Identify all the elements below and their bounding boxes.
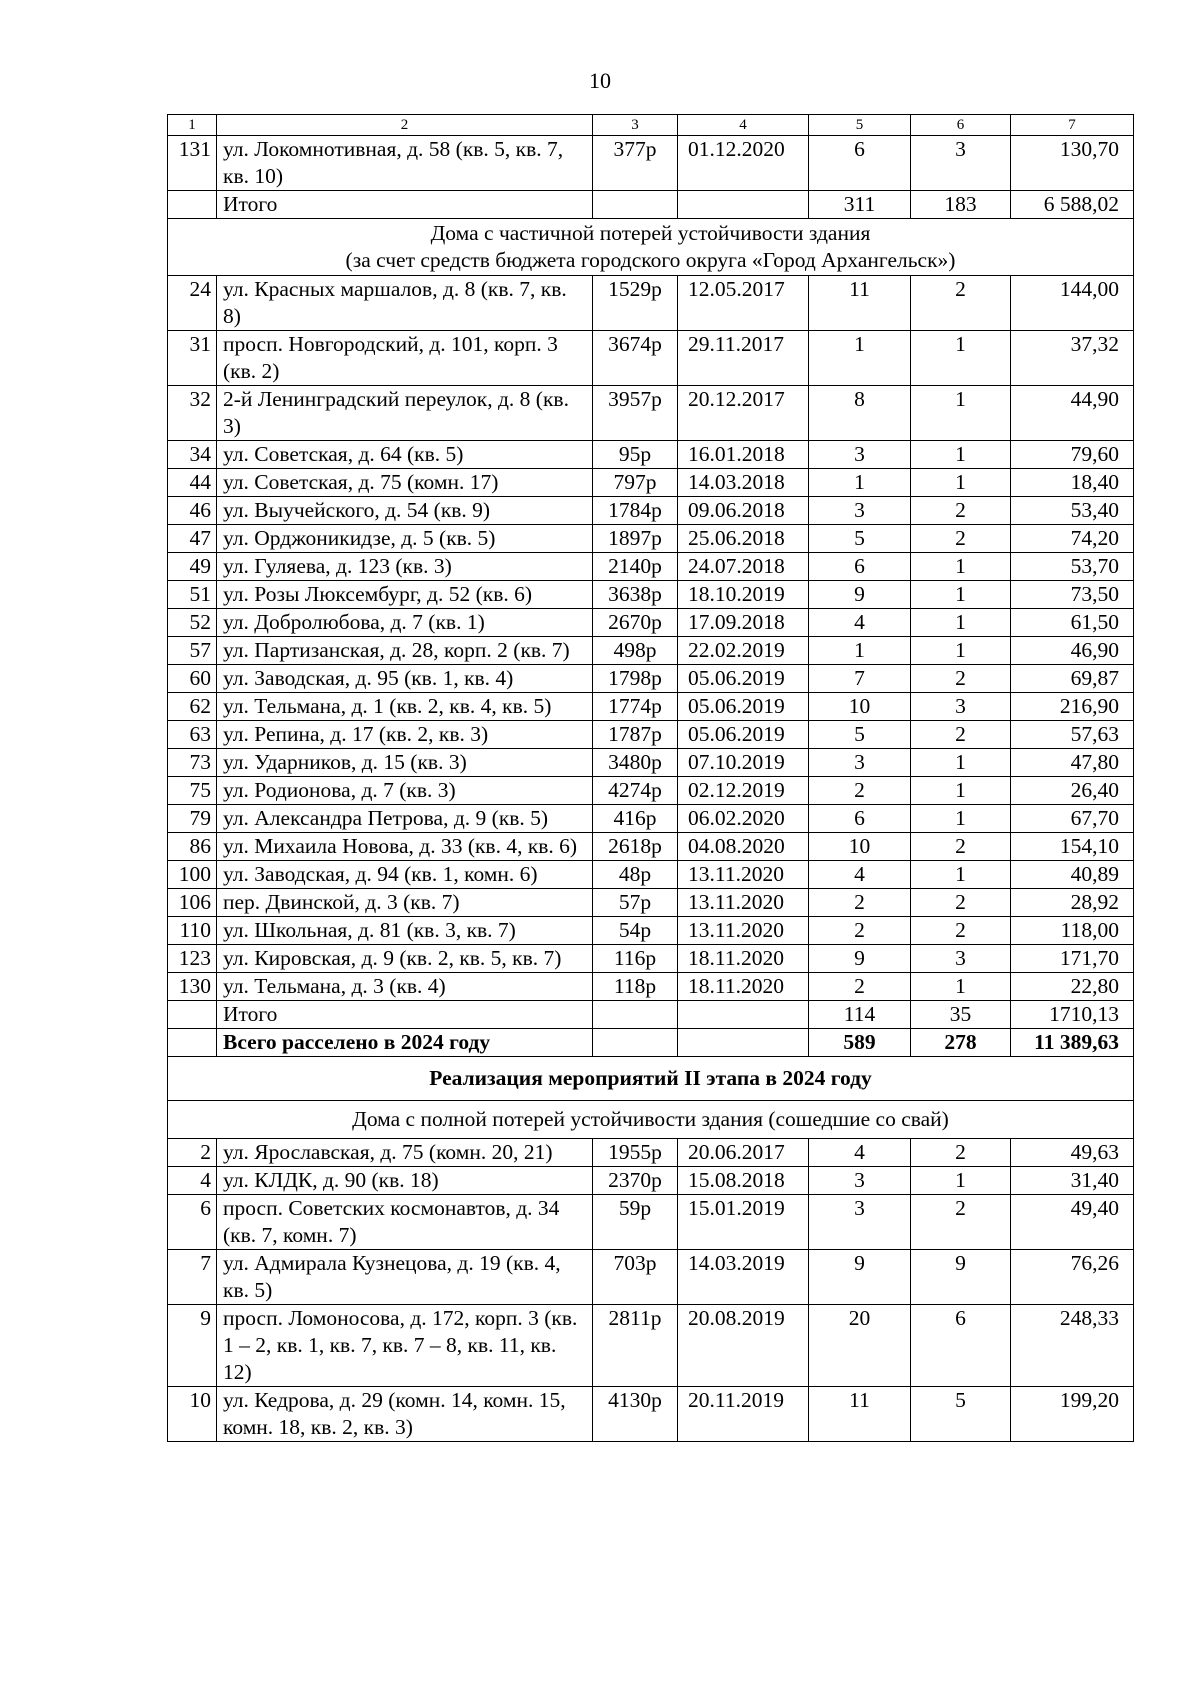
column-5-value: 6 xyxy=(809,553,911,581)
document-number: 116р xyxy=(593,945,678,973)
column-7-value: 26,40 xyxy=(1011,777,1134,805)
column-5-value: 11 xyxy=(809,1387,911,1442)
column-6-value: 2 xyxy=(911,497,1011,525)
address: ул. Орджоникидзе, д. 5 (кв. 5) xyxy=(217,525,593,553)
total-row xyxy=(168,191,1134,219)
column-6-value: 5 xyxy=(911,1387,1011,1442)
row-number: 4 xyxy=(168,1167,217,1195)
column-7-value: 171,70 xyxy=(1011,945,1134,973)
column-5-value: 4 xyxy=(809,609,911,637)
row-number: 46 xyxy=(168,497,217,525)
resettlement-table xyxy=(167,114,1134,1442)
address: ул. Репина, д. 17 (кв. 2, кв. 3) xyxy=(217,721,593,749)
address: просп. Ломоносова, д. 172, корп. 3 (кв. 1 – 2, кв. 1, кв. 7, кв. 7 – 8, кв. 11, кв. 12) xyxy=(217,1305,593,1387)
column-number: 6 xyxy=(911,115,1011,136)
total-label: Итого xyxy=(217,191,593,219)
document-date: 29.11.2017 xyxy=(678,331,809,386)
grand-total-row xyxy=(168,1029,1134,1057)
column-7-value: 18,40 xyxy=(1011,469,1134,497)
column-5-value: 3 xyxy=(809,1195,911,1250)
table-row xyxy=(168,1139,1134,1167)
document-number: 59р xyxy=(593,1195,678,1250)
document-number: 2670р xyxy=(593,609,678,637)
column-7-value: 53,70 xyxy=(1011,553,1134,581)
row-number: 47 xyxy=(168,525,217,553)
column-5-value: 5 xyxy=(809,525,911,553)
row-number: 57 xyxy=(168,637,217,665)
row-number: 9 xyxy=(168,1305,217,1387)
column-5-value: 3 xyxy=(809,1167,911,1195)
total-column-6: 183 xyxy=(911,191,1011,219)
column-6-value: 6 xyxy=(911,1305,1011,1387)
document-number: 48р xyxy=(593,861,678,889)
column-6-value: 1 xyxy=(911,805,1011,833)
column-5-value: 2 xyxy=(809,777,911,805)
column-7-value: 67,70 xyxy=(1011,805,1134,833)
table-row xyxy=(168,861,1134,889)
row-number: 10 xyxy=(168,1387,217,1442)
document-number: 2370р xyxy=(593,1167,678,1195)
document-date: 18.10.2019 xyxy=(678,581,809,609)
column-5-value: 10 xyxy=(809,693,911,721)
document-date: 05.06.2019 xyxy=(678,693,809,721)
total-column-5: 114 xyxy=(809,1001,911,1029)
document-number: 1787р xyxy=(593,721,678,749)
section-heading-full xyxy=(168,1101,1134,1139)
column-7-value: 154,10 xyxy=(1011,833,1134,861)
column-5-value: 2 xyxy=(809,917,911,945)
document-date: 14.03.2019 xyxy=(678,1250,809,1305)
column-6-value: 3 xyxy=(911,945,1011,973)
column-5-value: 3 xyxy=(809,497,911,525)
row-number: 24 xyxy=(168,276,217,331)
address: ул. Тельмана, д. 1 (кв. 2, кв. 4, кв. 5) xyxy=(217,693,593,721)
column-7-value: 216,90 xyxy=(1011,693,1134,721)
document-date: 06.02.2020 xyxy=(678,805,809,833)
column-6-value: 1 xyxy=(911,637,1011,665)
document-number: 1529р xyxy=(593,276,678,331)
column-6-value: 2 xyxy=(911,525,1011,553)
column-7-value: 53,40 xyxy=(1011,497,1134,525)
document-number: 2811р xyxy=(593,1305,678,1387)
total-column-7: 1710,13 xyxy=(1011,1001,1134,1029)
column-6-value: 1 xyxy=(911,331,1011,386)
column-7-value: 46,90 xyxy=(1011,637,1134,665)
section-heading-partial xyxy=(168,219,1134,276)
column-6-value: 3 xyxy=(911,693,1011,721)
table-row xyxy=(168,497,1134,525)
document-date: 18.11.2020 xyxy=(678,973,809,1001)
document-number: 3480р xyxy=(593,749,678,777)
total-column-7: 6 588,02 xyxy=(1011,191,1134,219)
document-number: 3674р xyxy=(593,331,678,386)
column-number: 1 xyxy=(168,115,217,136)
document-date: 17.09.2018 xyxy=(678,609,809,637)
address: ул. Ударников, д. 15 (кв. 3) xyxy=(217,749,593,777)
document-date: 25.06.2018 xyxy=(678,525,809,553)
row-number: 123 xyxy=(168,945,217,973)
document-number: 797р xyxy=(593,469,678,497)
column-number: 5 xyxy=(809,115,911,136)
address: ул. КЛДК, д. 90 (кв. 18) xyxy=(217,1167,593,1195)
table-row xyxy=(168,945,1134,973)
address: 2-й Ленинградский переулок, д. 8 (кв. 3) xyxy=(217,386,593,441)
section-heading-partial-cell xyxy=(168,219,1134,276)
column-7-value: 40,89 xyxy=(1011,861,1134,889)
column-7-value: 28,92 xyxy=(1011,889,1134,917)
document-date: 16.01.2018 xyxy=(678,441,809,469)
column-6-value: 1 xyxy=(911,973,1011,1001)
column-6-value: 1 xyxy=(911,386,1011,441)
document-number: 1955р xyxy=(593,1139,678,1167)
table-row xyxy=(168,276,1134,331)
table-row xyxy=(168,777,1134,805)
row-number: 60 xyxy=(168,665,217,693)
row-number: 34 xyxy=(168,441,217,469)
column-7-value: 74,20 xyxy=(1011,525,1134,553)
address: ул. Выучейского, д. 54 (кв. 9) xyxy=(217,497,593,525)
table-row xyxy=(168,637,1134,665)
column-5-value: 9 xyxy=(809,945,911,973)
document-date: 14.03.2018 xyxy=(678,469,809,497)
table-row xyxy=(168,136,1134,191)
document-date: 20.12.2017 xyxy=(678,386,809,441)
table-row xyxy=(168,1167,1134,1195)
address: ул. Розы Люксембург, д. 52 (кв. 6) xyxy=(217,581,593,609)
table-row xyxy=(168,833,1134,861)
address: ул. Адмирала Кузнецова, д. 19 (кв. 4, кв. 5) xyxy=(217,1250,593,1305)
document-number: 1774р xyxy=(593,693,678,721)
row-number: 51 xyxy=(168,581,217,609)
empty-cell xyxy=(678,191,809,219)
column-7-value: 69,87 xyxy=(1011,665,1134,693)
column-7-value: 44,90 xyxy=(1011,386,1134,441)
column-6-value: 1 xyxy=(911,441,1011,469)
row-number: 73 xyxy=(168,749,217,777)
column-5-value: 9 xyxy=(809,581,911,609)
table-row xyxy=(168,469,1134,497)
page-number: 10 xyxy=(589,68,611,93)
column-7-value: 199,20 xyxy=(1011,1387,1134,1442)
column-5-value: 6 xyxy=(809,136,911,191)
address: ул. Родионова, д. 7 (кв. 3) xyxy=(217,777,593,805)
row-number: 131 xyxy=(168,136,217,191)
column-6-value: 1 xyxy=(911,553,1011,581)
table-row xyxy=(168,917,1134,945)
column-5-value: 3 xyxy=(809,441,911,469)
column-6-value: 9 xyxy=(911,1250,1011,1305)
table-row xyxy=(168,1387,1134,1442)
document-date: 09.06.2018 xyxy=(678,497,809,525)
row-number: 62 xyxy=(168,693,217,721)
total-label: Всего расселено в 2024 году xyxy=(217,1029,593,1057)
document-number: 57р xyxy=(593,889,678,917)
document-number: 1798р xyxy=(593,665,678,693)
document-date: 13.11.2020 xyxy=(678,889,809,917)
column-6-value: 2 xyxy=(911,889,1011,917)
column-6-value: 1 xyxy=(911,469,1011,497)
section-heading-stage2-cell xyxy=(168,1057,1134,1101)
table-row xyxy=(168,665,1134,693)
document-number: 95р xyxy=(593,441,678,469)
column-7-value: 144,00 xyxy=(1011,276,1134,331)
column-7-value: 73,50 xyxy=(1011,581,1134,609)
row-number: 106 xyxy=(168,889,217,917)
table-row xyxy=(168,721,1134,749)
address: ул. Кировская, д. 9 (кв. 2, кв. 5, кв. 7) xyxy=(217,945,593,973)
document-date: 12.05.2017 xyxy=(678,276,809,331)
address: ул. Партизанская, д. 28, корп. 2 (кв. 7) xyxy=(217,637,593,665)
column-7-value: 22,80 xyxy=(1011,973,1134,1001)
column-7-value: 130,70 xyxy=(1011,136,1134,191)
document-number: 2140р xyxy=(593,553,678,581)
column-5-value: 11 xyxy=(809,276,911,331)
document-date: 24.07.2018 xyxy=(678,553,809,581)
total-label: Итого xyxy=(217,1001,593,1029)
empty-cell xyxy=(593,191,678,219)
column-5-value: 10 xyxy=(809,833,911,861)
document-number: 54р xyxy=(593,917,678,945)
column-number: 7 xyxy=(1011,115,1134,136)
document-date: 01.12.2020 xyxy=(678,136,809,191)
column-6-value: 1 xyxy=(911,777,1011,805)
document-number: 3638р xyxy=(593,581,678,609)
address: пер. Двинской, д. 3 (кв. 7) xyxy=(217,889,593,917)
document-number: 498р xyxy=(593,637,678,665)
row-number: 49 xyxy=(168,553,217,581)
document-date: 13.11.2020 xyxy=(678,917,809,945)
address: ул. Локомнотивная, д. 58 (кв. 5, кв. 7, кв. 10) xyxy=(217,136,593,191)
address: просп. Советских космонавтов, д. 34 (кв. 7, комн. 7) xyxy=(217,1195,593,1250)
total-row xyxy=(168,1001,1134,1029)
address: ул. Советская, д. 64 (кв. 5) xyxy=(217,441,593,469)
document-date: 15.01.2019 xyxy=(678,1195,809,1250)
column-7-value: 57,63 xyxy=(1011,721,1134,749)
empty-cell xyxy=(678,1029,809,1057)
column-6-value: 1 xyxy=(911,861,1011,889)
address: ул. Тельмана, д. 3 (кв. 4) xyxy=(217,973,593,1001)
row-number: 86 xyxy=(168,833,217,861)
column-number: 2 xyxy=(217,115,593,136)
column-number: 3 xyxy=(593,115,678,136)
row-number: 79 xyxy=(168,805,217,833)
column-6-value: 1 xyxy=(911,1167,1011,1195)
row-number: 63 xyxy=(168,721,217,749)
column-5-value: 3 xyxy=(809,749,911,777)
total-column-5: 311 xyxy=(809,191,911,219)
document-date: 15.08.2018 xyxy=(678,1167,809,1195)
column-7-value: 49,63 xyxy=(1011,1139,1134,1167)
empty-cell xyxy=(678,1001,809,1029)
table-row xyxy=(168,1305,1134,1387)
column-7-value: 76,26 xyxy=(1011,1250,1134,1305)
table-row xyxy=(168,889,1134,917)
column-7-value: 79,60 xyxy=(1011,441,1134,469)
column-number-row xyxy=(168,115,1134,136)
table-row xyxy=(168,805,1134,833)
column-7-value: 31,40 xyxy=(1011,1167,1134,1195)
column-6-value: 2 xyxy=(911,721,1011,749)
address: ул. Советская, д. 75 (комн. 17) xyxy=(217,469,593,497)
document-date: 20.06.2017 xyxy=(678,1139,809,1167)
column-5-value: 2 xyxy=(809,973,911,1001)
total-column-6: 35 xyxy=(911,1001,1011,1029)
document-number: 3957р xyxy=(593,386,678,441)
table-row xyxy=(168,1250,1134,1305)
document-number: 703р xyxy=(593,1250,678,1305)
document-date: 05.06.2019 xyxy=(678,721,809,749)
address: ул. Школьная, д. 81 (кв. 3, кв. 7) xyxy=(217,917,593,945)
table-row xyxy=(168,386,1134,441)
row-number: 31 xyxy=(168,331,217,386)
column-6-value: 2 xyxy=(911,276,1011,331)
address: ул. Красных маршалов, д. 8 (кв. 7, кв. 8) xyxy=(217,276,593,331)
table-row xyxy=(168,973,1134,1001)
document-date: 02.12.2019 xyxy=(678,777,809,805)
column-6-value: 2 xyxy=(911,1139,1011,1167)
column-5-value: 4 xyxy=(809,1139,911,1167)
column-5-value: 1 xyxy=(809,469,911,497)
column-5-value: 8 xyxy=(809,386,911,441)
document-number: 4130р xyxy=(593,1387,678,1442)
document-number: 118р xyxy=(593,973,678,1001)
column-5-value: 20 xyxy=(809,1305,911,1387)
document-number: 1784р xyxy=(593,497,678,525)
row-number: 2 xyxy=(168,1139,217,1167)
row-number: 7 xyxy=(168,1250,217,1305)
row-number: 6 xyxy=(168,1195,217,1250)
column-5-value: 7 xyxy=(809,665,911,693)
document-date: 22.02.2019 xyxy=(678,637,809,665)
column-6-value: 1 xyxy=(911,581,1011,609)
column-6-value: 1 xyxy=(911,609,1011,637)
column-5-value: 4 xyxy=(809,861,911,889)
address: ул. Гуляева, д. 123 (кв. 3) xyxy=(217,553,593,581)
column-6-value: 2 xyxy=(911,665,1011,693)
total-column-5: 589 xyxy=(809,1029,911,1057)
column-5-value: 9 xyxy=(809,1250,911,1305)
column-7-value: 118,00 xyxy=(1011,917,1134,945)
address: ул. Заводская, д. 94 (кв. 1, комн. 6) xyxy=(217,861,593,889)
table-row xyxy=(168,693,1134,721)
address: ул. Заводская, д. 95 (кв. 1, кв. 4) xyxy=(217,665,593,693)
address: ул. Александра Петрова, д. 9 (кв. 5) xyxy=(217,805,593,833)
table-row xyxy=(168,609,1134,637)
section-heading-stage2 xyxy=(168,1057,1134,1101)
total-column-6: 278 xyxy=(911,1029,1011,1057)
table-row xyxy=(168,441,1134,469)
column-7-value: 248,33 xyxy=(1011,1305,1134,1387)
total-column-7: 11 389,63 xyxy=(1011,1029,1134,1057)
document-number: 1897р xyxy=(593,525,678,553)
column-7-value: 49,40 xyxy=(1011,1195,1134,1250)
empty-cell xyxy=(593,1001,678,1029)
row-number: 44 xyxy=(168,469,217,497)
empty-cell xyxy=(593,1029,678,1057)
row-number: 75 xyxy=(168,777,217,805)
document-date: 04.08.2020 xyxy=(678,833,809,861)
section-title: Дома с частичной потерей устойчивости здания xyxy=(430,221,871,245)
column-7-value: 61,50 xyxy=(1011,609,1134,637)
column-5-value: 2 xyxy=(809,889,911,917)
table-row xyxy=(168,749,1134,777)
column-6-value: 2 xyxy=(911,917,1011,945)
empty-cell xyxy=(168,191,217,219)
address: ул. Кедрова, д. 29 (комн. 14, комн. 15, комн. 18, кв. 2, кв. 3) xyxy=(217,1387,593,1442)
column-6-value: 3 xyxy=(911,136,1011,191)
column-6-value: 1 xyxy=(911,749,1011,777)
empty-cell xyxy=(168,1001,217,1029)
table-row xyxy=(168,331,1134,386)
column-5-value: 6 xyxy=(809,805,911,833)
row-number: 110 xyxy=(168,917,217,945)
section-title: Дома с полной потерей устойчивости здания (сошедшие со свай) xyxy=(352,1107,949,1131)
column-5-value: 1 xyxy=(809,331,911,386)
row-number: 130 xyxy=(168,973,217,1001)
column-5-value: 1 xyxy=(809,637,911,665)
section-title: (за счет средств бюджета городского округа «Город Архангельск») xyxy=(345,248,956,272)
section-heading-full-cell xyxy=(168,1101,1134,1139)
document-date: 20.08.2019 xyxy=(678,1305,809,1387)
section-title: Реализация мероприятий II этапа в 2024 году xyxy=(429,1066,872,1090)
address: ул. Ярославская, д. 75 (комн. 20, 21) xyxy=(217,1139,593,1167)
document-number: 377р xyxy=(593,136,678,191)
column-6-value: 2 xyxy=(911,833,1011,861)
document-number: 4274р xyxy=(593,777,678,805)
document-date: 18.11.2020 xyxy=(678,945,809,973)
table-row xyxy=(168,553,1134,581)
table-row xyxy=(168,581,1134,609)
address: ул. Михаила Новова, д. 33 (кв. 4, кв. 6) xyxy=(217,833,593,861)
row-number: 100 xyxy=(168,861,217,889)
row-number: 52 xyxy=(168,609,217,637)
document-date: 05.06.2019 xyxy=(678,665,809,693)
document-number: 416р xyxy=(593,805,678,833)
row-number: 32 xyxy=(168,386,217,441)
column-7-value: 37,32 xyxy=(1011,331,1134,386)
document-date: 20.11.2019 xyxy=(678,1387,809,1442)
table-row xyxy=(168,525,1134,553)
document-number: 2618р xyxy=(593,833,678,861)
table-row xyxy=(168,1195,1134,1250)
column-6-value: 2 xyxy=(911,1195,1011,1250)
address: просп. Новгородский, д. 101, корп. 3 (кв. 2) xyxy=(217,331,593,386)
address: ул. Добролюбова, д. 7 (кв. 1) xyxy=(217,609,593,637)
document-date: 07.10.2019 xyxy=(678,749,809,777)
column-7-value: 47,80 xyxy=(1011,749,1134,777)
column-5-value: 5 xyxy=(809,721,911,749)
column-number: 4 xyxy=(678,115,809,136)
empty-cell xyxy=(168,1029,217,1057)
document-date: 13.11.2020 xyxy=(678,861,809,889)
